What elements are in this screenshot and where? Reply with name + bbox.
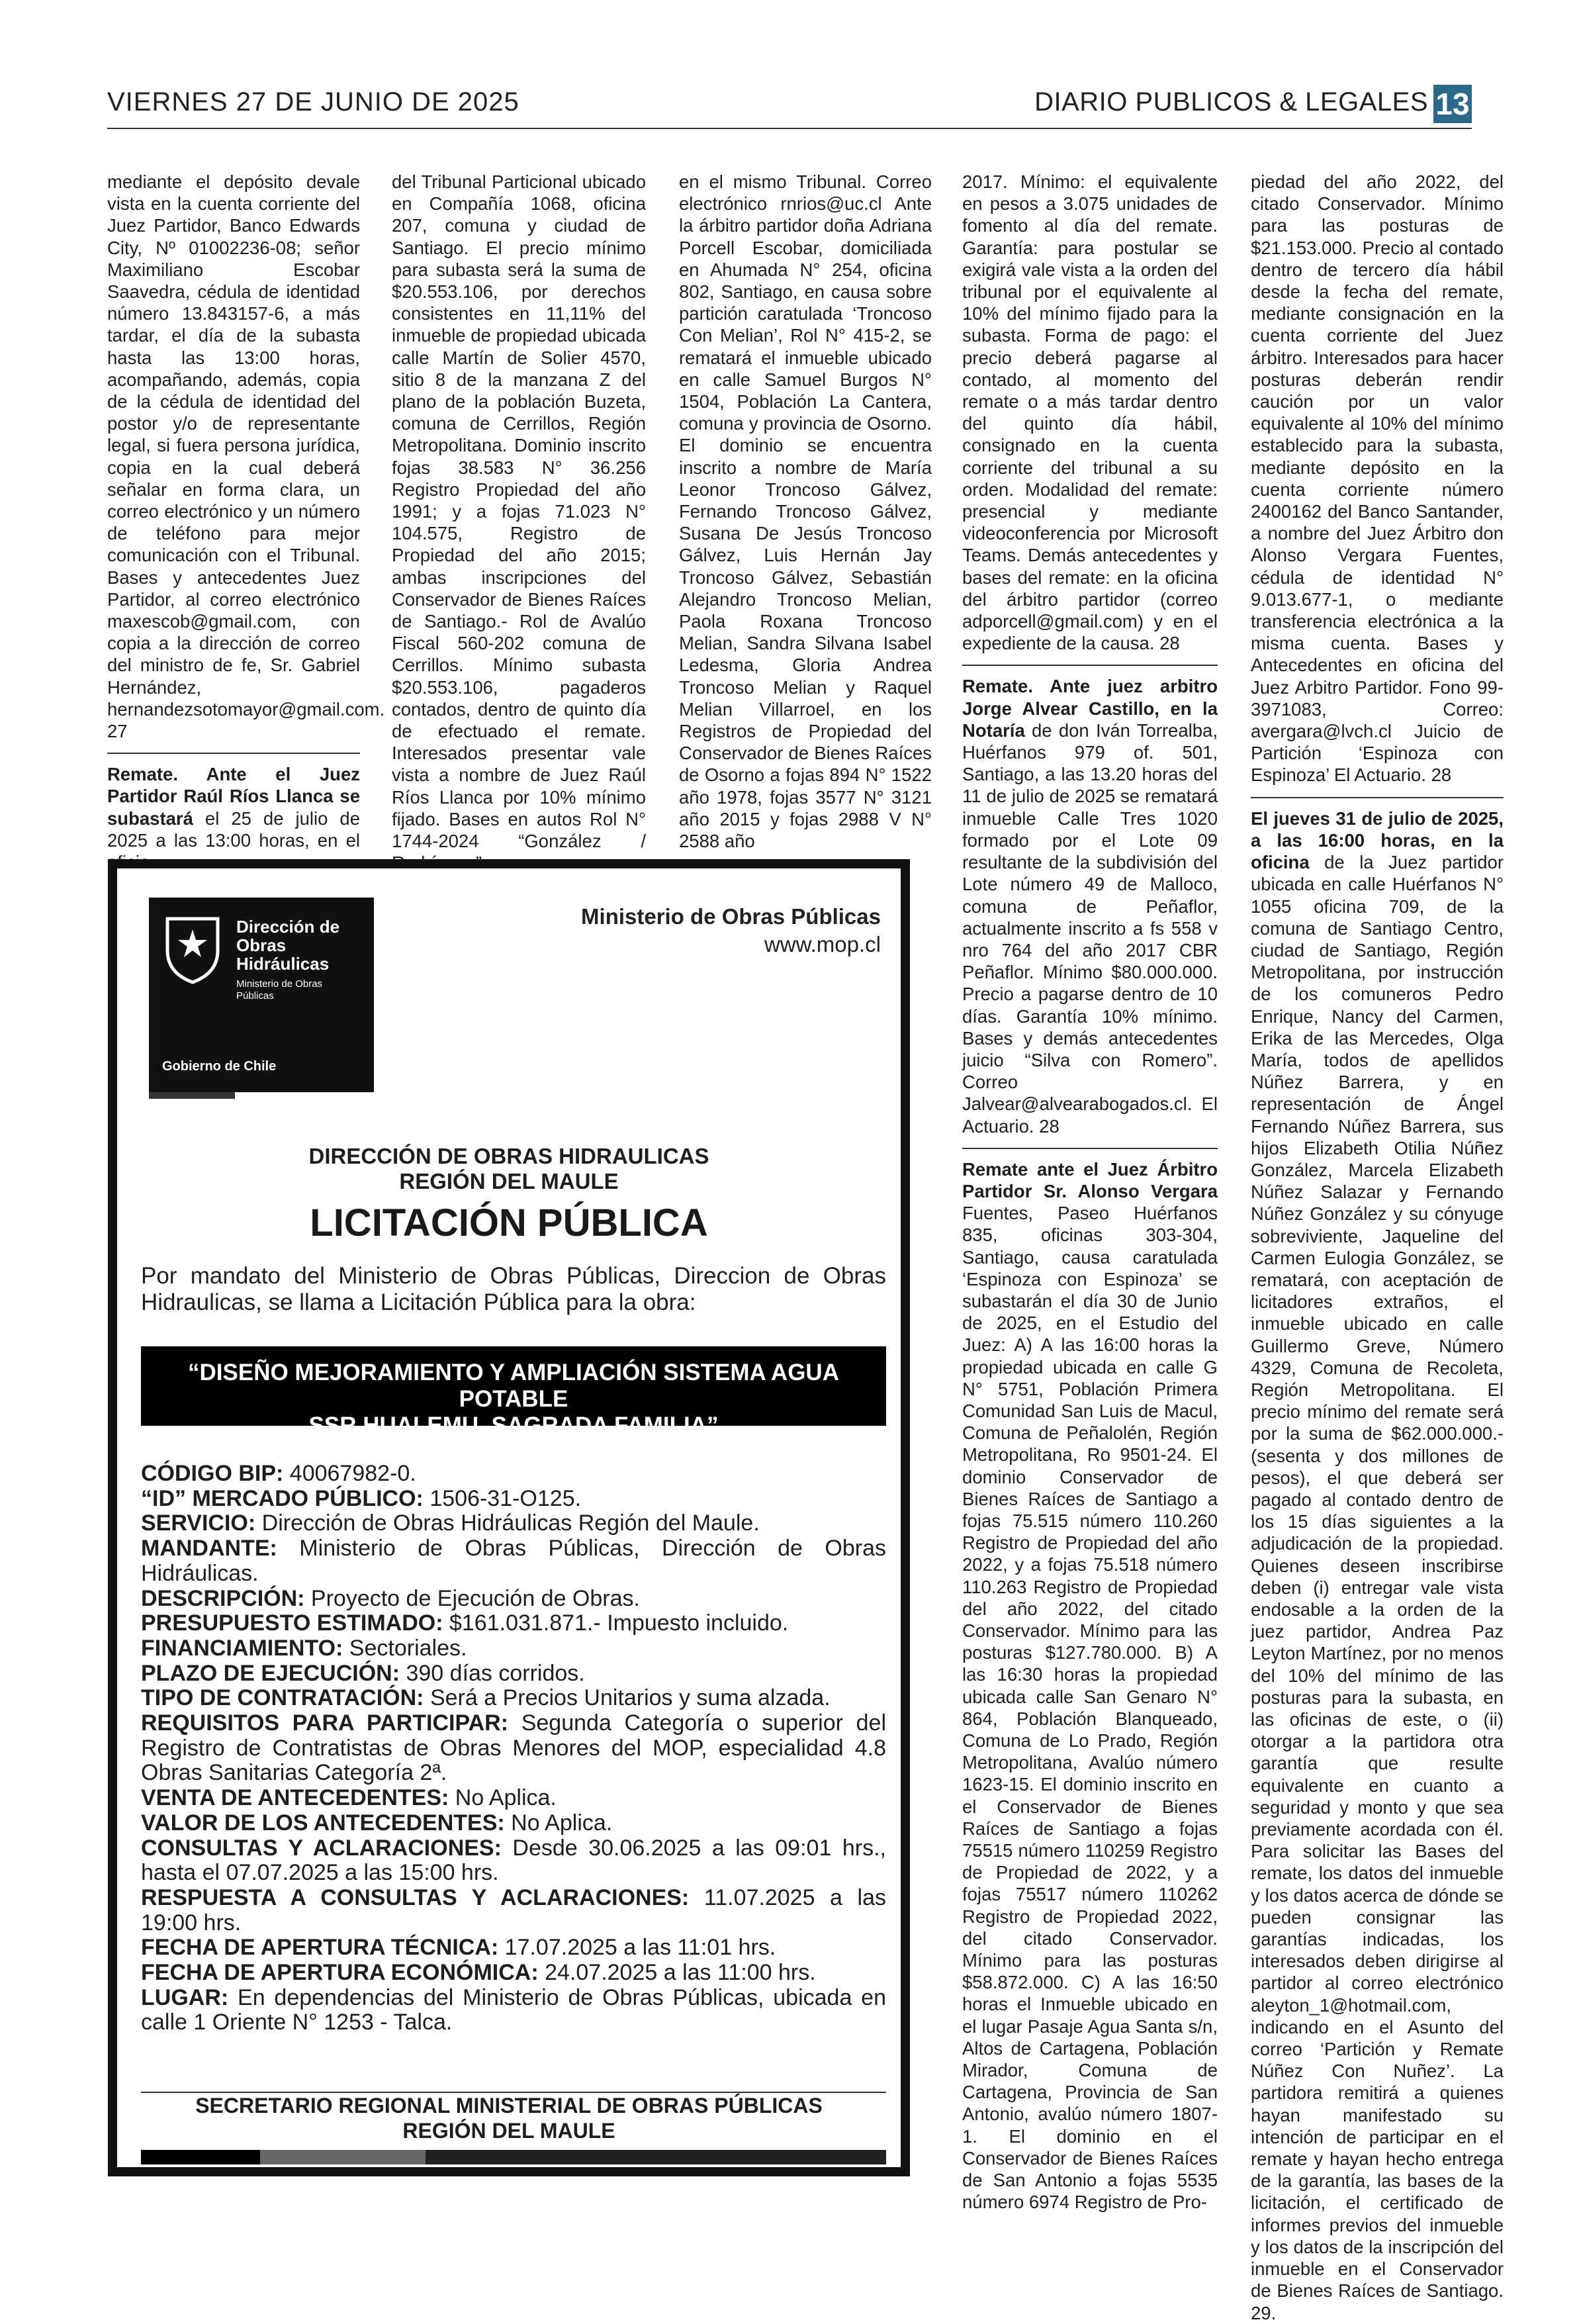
notice-paragraph: del Tribunal Particional ubicado en Compañía 1068, oficina 207, comuna y ciudad de Santiago. El precio mínimo para subasta será la suma de $20.553.106, por derechos consistentes en 11,11% del inmueble de propiedad ubicada calle Martín de Solier 4570, sitio 8 de la manzana Z del plano de la población Buzeta, comuna de Cerrillos, Región Metropolitana. Dominio inscrito fojas 38.583 N° 36.256 Registro Propiedad del año 1991; y a fojas 71.023 N° 104.575, Registro de Propiedad del año 2015; ambas inscripciones del Conservador de Bienes Raíces de Santiago.- Rol de Avalúo Fiscal 560-202 comuna de Cerrillos. Mínimo subasta $20.553.106, pagaderos contados, dentro de quinto día de efectuado el remate. Interesados presentar vale vista a nombre de Juez Raúl Ríos Llanca por 10% mínimo fijado. Bases en autos Rol N° 1744-2024 “González / <box>392 171 646 852</box>
tender-detail-item <box>141 1886 886 1935</box>
tender-detail-item <box>141 1611 886 1636</box>
tender-detail-label: SERVICIO: <box>141 1511 256 1536</box>
tender-detail-item <box>141 1961 886 1986</box>
tender-detail-label: FECHA DE APERTURA TÉCNICA: <box>141 1935 499 1961</box>
works-name-line: SSR HUALEMU, SAGRADA FAMILIA” <box>308 1413 719 1438</box>
tender-detail-item <box>141 1836 886 1886</box>
publication-name: DIARIO PUBLICOS & LEGALES <box>1034 87 1428 116</box>
tender-detail-item <box>141 1636 886 1661</box>
tender-detail-value: 11.07.2025 a las 19:00 hrs. <box>141 1884 886 1935</box>
tender-detail-item <box>141 1986 886 2035</box>
ministry-name: Ministerio de Obras Públicas <box>581 904 881 929</box>
tender-detail-label: PRESUPUESTO ESTIMADO: <box>141 1610 443 1636</box>
tender-intro: Por mandato del Ministerio de Obras Públicas, Direccion de Obras Hidraulicas, se llama a Licitación Pública para la obra: <box>141 1263 886 1315</box>
notice-body: el 25 de julio de 2025 a las 13:00 horas, en el <box>107 808 360 851</box>
notice-body: de don Iván Torrealba, Huérfanos 979 of. 501, Santiago, a las 13.20 horas del 11 de julio de 2025 se rematará inmueble Calle Tres 1020 formado por el Lote 09 resultante de la subdivisión del Lote número 49 de Malloco, comuna de Peñaflor, actualmente inscrito a fs 558 v nro 764 del año 2017 CBR Peñaflor. Mínimo $80.000.000. Precio a pagarse dentro de 10 días. Garantía 10% mínimo. Bases y demás antecedentes juicio “Silva con Romero”. Correo Jalvear@alvearabogados.cl. El Actuario. 28 <box>962 720 1218 1137</box>
tender-detail-label: LUGAR: <box>141 1984 229 2010</box>
tender-detail-item <box>141 1536 886 1586</box>
tender-detail-value: No Aplica. <box>504 1810 613 1836</box>
region-name: REGIÓN DEL MAULE <box>399 1169 619 1193</box>
tender-detail-label: CÓDIGO BIP: <box>141 1461 284 1486</box>
footer-bar <box>141 2150 886 2164</box>
tender-detail-item <box>141 1786 886 1811</box>
notice-separator <box>107 753 360 754</box>
tender-details-list <box>141 1462 886 2035</box>
column-1 <box>107 171 385 873</box>
works-name-line: “DISEÑO MEJORAMIENTO Y AMPLIACIÓN SISTEMA AGUA POTABLE <box>188 1360 839 1412</box>
tender-title: LICITACIÓN PÚBLICA <box>310 1201 708 1244</box>
notice-separator <box>962 1148 1218 1149</box>
logo-title-line: Hidráulicas <box>236 954 330 974</box>
tender-detail-value: 24.07.2025 a las 11:00 hrs. <box>538 1960 816 1986</box>
logo-title-line: Obras <box>236 935 287 955</box>
doh-logo <box>149 898 374 1099</box>
logo-flag-bar <box>149 1092 374 1099</box>
works-name-banner <box>141 1346 886 1438</box>
column-3 <box>679 171 932 852</box>
issue-date: VIERNES 27 DE JUNIO DE 2025 <box>107 87 519 116</box>
tender-detail-label: CONSULTAS Y ACLARACIONES: <box>141 1835 502 1861</box>
notice-body: Fuentes, Paseo Huérfanos 835, oficinas 303-304, Santiago, causa caratulada ‘Espinoza con Espinoza’ se subastarán el día 30 de Junio de 2025, en el Estudio del Juez: A) A las 16:00 horas la propiedad ubicada en calle G N° 5751, Población Primera Comunidad San Luis de Macul, Comuna de Peñalolén, Región Metropolitana, Ro 9501-24. El dominio Conservador de Bienes Raíces de Santiago a fojas 75.515 número 110.260 Registro de Propiedad del año 2022, y a fojas 75.518 número 110.263 Registro de Propiedad del año 2022, del citado Conservador. Mínimo para las posturas $127.780.000. B) A las 16:30 horas la propiedad ubicada calle San Genaro N° 864, Población Blanqueado, Comuna de Lo Prado, Región Metropolitana, Avalúo número 1623-15. El dominio inscrito en el Conservador de Bienes Raíces de Santiago a fojas 75515 número 110259 Registro de Propiedad de 2022, y a fojas 75517 número 110262 Registro de Propiedad 2022, del citado Conservador. Mínimo para las posturas $58.872.000. C) A las 16:50 horas el Inmueble ubicado en el lugar Pasaje Agua Santa s/n, Altos de Cartagena, Población Mirador, Comuna de Cartagena, Provincia de San Antonio, avalúo número 1807-1. El dominio en el Conservador de Bienes Raíces de San Antonio a fojas 5535 número 6974 Registro de Pro- <box>962 1203 1218 2213</box>
tender-detail-label: FECHA DE APERTURA ECONÓMICA: <box>141 1960 539 1986</box>
tender-detail-value: 40067982-0. <box>283 1461 416 1486</box>
page-number: 13 <box>1433 85 1472 123</box>
page-header <box>107 85 1472 127</box>
coat-of-arms-icon <box>161 912 224 985</box>
tender-detail-value: No Aplica. <box>449 1785 557 1811</box>
tender-detail-label: DESCRIPCIÓN: <box>141 1585 305 1611</box>
notice-heading: El jueves 31 de julio de 2025, a las 16:00 horas, en la oficina <box>1251 808 1504 873</box>
notice-body: de la Juez partidor ubicada en calle Huérfanos N° 1055 oficina 709, de la comuna de Santiago Centro, ciudad de Santiago, Región Metropolitana, por instrucción de los comuneros Pedro Enrique, Nancy del Carmen, Erika de las Mercedes, Olga María, todos de apellidos Núñez Barrera, y en representación de Ángel Fernando Núñez Barrera, sus hijos Elizabeth Otilia Núñez González, Marcela Elizabeth Núñez Salazar y Fernando Núñez González y su cónyuge sobreviviente, Jaqueline del Carmen Eulogia González, se rematará, con aceptación de licitadores extraños, el inmueble ubicado en calle Guillermo Greve, Número 4329, Comuna de Recoleta, Región Metropolitana. El precio mínimo del remate será por la suma de $62.000.000.- (sesenta y dos millones de pesos), el que deberá ser pagado al contado dentro de los 15 días siguientes a la adjudicación de la propiedad. Quienes deseen inscribirse deben (i) entregar vale vista endosable a la orden de la juez partidor, Andrea Paz Leyton Martínez, por no menos del 10% del mínimo de las posturas para la subasta, en las oficinas de este, o (ii) otorgar a la partidora otra garantía que resulte equivalente en cuanto a seguridad y monto y que sea previamente acordada con él. Para solicitar las Bases del remate, los datos del inmueble y los datos acerca de dónde se pueden consignar las garantías indicadas, los interesados deben dirigirse al partidor al correo electrónico aleyton_1@hotmail.com, indicando en el Asunto del correo ‘Partición y Remate Núñez Con Nuñez’. La partidora remitirá a quienes hayan manifestado su intención de participar en el remate y hayan hecho entrega de la garantía, las bases de la licitación, el certificado de informes previos del inmueble y los datos de la inscripción del inmueble en el Conservador de Bienes Raíces de Santiago. 29. <box>1251 852 1504 2323</box>
secretary-signature <box>117 2093 901 2143</box>
tender-detail-item <box>141 1811 886 1836</box>
logo-subtitle-line: Ministerio de Obras <box>236 978 323 990</box>
tender-detail-label: REQUISITOS PARA PARTICIPAR: <box>141 1710 509 1736</box>
tender-detail-value: En dependencias del Ministerio de Obras Públicas, ubicada en calle 1 Oriente N° 1253 - Talca. <box>141 1984 886 2035</box>
header-rule <box>107 128 1472 129</box>
tender-detail-label: TIPO DE CONTRATACIÓN: <box>141 1685 424 1711</box>
secretary-line: SECRETARIO REGIONAL MINISTERIAL DE OBRAS PÚBLICAS <box>195 2094 823 2117</box>
notice-paragraph <box>962 675 1218 1137</box>
tender-detail-value: Será a Precios Unitarios y suma alzada. <box>424 1685 831 1711</box>
notice-paragraph <box>1251 808 1504 2324</box>
tender-detail-value: 390 días corridos. <box>400 1660 585 1686</box>
logo-subtitle <box>236 978 322 1002</box>
notice-paragraph: 2017. Mínimo: el equivalente en pesos a 3.075 unidades de fomento al día del remate. Garantía: para postular se exigirá vale vista a la orden del tribunal por el equivalente al 10% del mínimo fijado para la subasta. Forma de pago: el precio deberá pagarse al contado, al momento del remate o a más tardar dentro del quinto día hábil, consignado en la cuenta corriente del tribunal a su orden. Modalidad del remate: presencial y mediante videoconferencia por Microsoft Teams. Demás antecedentes y bases del remate: en la oficina del árbitro partidor (correo adporcell@gmail.com) y en el expediente de la causa. 28 <box>962 171 1218 654</box>
notice-paragraph <box>962 1158 1218 2213</box>
logo-title <box>236 917 339 973</box>
tender-detail-value: Dirección de Obras Hidráulicas Región del Maule. <box>255 1511 760 1536</box>
ministry-website[interactable]: www.mop.cl <box>764 932 881 956</box>
tender-detail-item <box>141 1935 886 1961</box>
notice-paragraph: en el mismo Tribunal. Correo electrónico rnrios@uc.cl Ante la árbitro partidor doña Adriana Porcell Escobar, domiciliada en Ahumada N° 254, oficina 802, Santiago, en causa sobre partición caratulada ‘Troncoso Con Melian’, Rol N° 415-2, se rematará el inmueble ubicado en calle Samuel Burgos N° 1504, Población La Cantera, comuna y provincia de Osorno. El dominio se encuentra inscrito a nombre de María Leonor Troncoso Gálvez, Fernando Troncoso Gálvez, Susana De Jesús Troncoso Gálvez, Luis Hernán Jay Troncoso Gálvez, Sebastián Alejandro Troncoso Melian, Paola Roxana Troncoso Melian, Sandra Silvana Isabel Ledesma, Gloria Andrea Troncoso Melian y Raquel Melian Villarroel, en los Registros de Propiedad del Conservador de Bienes Raíces de Osorno a fojas 894 N° 1522 año 1978, fojas 3577 N° 3121 año 2015 y fojas 2988 V N° 2588 año <box>679 171 932 852</box>
notice-paragraph: piedad del año 2022, del citado Conservador. Mínimo para las posturas de $21.153.000. Precio al contado dentro de tercero día hábil desde la fecha del remate, mediante consignación en la cuenta corriente del Juez árbitro. Interesados para hacer posturas deberán rendir caución por un valor equivalente al 10% del mínimo establecido para la subasta, mediante depósito en la cuenta corriente número 2400162 del Banco Santander, a nombre del Juez Árbitro don Alonso Vergara Fuentes, cédula de identidad N° 9.013.677-1, o mediante transferencia electrónica a la misma cuenta. Bases y Antecedentes en oficina del Juez Arbitro Partidor. Fono 99-3971083, Correo: avergara@lvch.cl Juicio de Partición ‘Espinoza con Espinoza’ El Actuario. 28 <box>1251 171 1504 786</box>
tender-detail-label: “ID” MERCADO PÚBLICO: <box>141 1485 424 1511</box>
tender-detail-item <box>141 1587 886 1612</box>
notice-heading: Remate. Ante juez arbitro Jorge Alvear Castillo, en la Notaría <box>962 676 1218 741</box>
tender-detail-value: Proyecto de Ejecución de Obras. <box>304 1585 640 1611</box>
notice-heading: Remate. Ante el Juez Partidor Raúl Ríos Llanca se subastará <box>107 764 360 829</box>
logo-government: Gobierno de Chile <box>162 1059 277 1074</box>
tender-detail-label: VALOR DE LOS ANTECEDENTES: <box>141 1810 505 1836</box>
logo-title-line: Dirección de <box>236 917 340 937</box>
tender-detail-item <box>141 1661 886 1687</box>
tender-detail-value: $161.031.871.- Impuesto incluido. <box>443 1610 789 1636</box>
tender-detail-item <box>141 1511 886 1536</box>
tender-detail-label: MANDANTE: <box>141 1536 277 1561</box>
column-4 <box>962 171 1218 2213</box>
notice-paragraph <box>107 763 360 873</box>
tender-detail-label: PLAZO DE EJECUCIÓN: <box>141 1660 400 1686</box>
tender-detail-label: VENTA DE ANTECEDENTES: <box>141 1785 449 1811</box>
tender-detail-item <box>141 1487 886 1512</box>
notice-separator <box>1251 797 1504 798</box>
secretary-line: REGIÓN DEL MAULE <box>402 2119 615 2143</box>
notice-heading: Remate ante el Juez Árbitro Partidor Sr. Alonso Vergara <box>962 1158 1218 1201</box>
tender-detail-value: Desde 30.06.2025 a las 09:01 hrs., hasta el 07.07.2025 a las 15:00 hrs. <box>141 1835 886 1886</box>
mop-tender-advertisement <box>108 859 910 2176</box>
tender-detail-value: Segunda Categoría o superior del Registro de Contratistas de Obras Menores del MOP, especialidad 4.8 Obras Sanitarias Categoría 2ª. <box>141 1710 886 1786</box>
notice-separator <box>962 665 1218 666</box>
tender-detail-label: FINANCIAMIENTO: <box>141 1635 343 1661</box>
tender-detail-item <box>141 1711 886 1786</box>
tender-detail-item <box>141 1462 886 1487</box>
tender-detail-value: Ministerio de Obras Públicas, Dirección de Obras Hidráulicas. <box>141 1536 886 1586</box>
column-5 <box>1251 171 1504 2324</box>
column-2 <box>392 171 646 874</box>
tender-detail-value: Sectoriales. <box>343 1635 467 1661</box>
tender-detail-item <box>141 1686 886 1711</box>
tender-detail-label: RESPUESTA A CONSULTAS Y ACLARACIONES: <box>141 1884 690 1910</box>
notice-paragraph: mediante el depósito devale vista en la cuenta corriente del Juez Partidor, Banco Edwards City, Nº 01002236-08; señor Maximiliano Escobar Saavedra, cédula de identidad número 13.843157-6, a más tardar, el día de la subasta hasta las 13:00 horas, acompañando, además, copia de la cédula de identidad del postor y/o de representante legal, si fuera persona jurídica, copia en la cual deberá señalar en forma clara, un correo electrónico y un número de teléfono para mejor comunicación con el Tribunal. Bases y antecedentes Juez Partidor, al correo electrónico maxescob@gmail.com, con copia a la dirección de correo del ministro de fe, Sr. Gabriel Hernández, hernandezsotomayor@gmail.com. 27 <box>107 171 385 742</box>
tender-detail-value: 1506-31-O125. <box>423 1485 582 1511</box>
logo-subtitle-line: Públicas <box>236 990 274 1001</box>
tender-detail-value: 17.07.2025 a las 11:01 hrs. <box>498 1935 776 1961</box>
direction-name: DIRECCIÓN DE OBRAS HIDRAULICAS <box>308 1144 709 1168</box>
